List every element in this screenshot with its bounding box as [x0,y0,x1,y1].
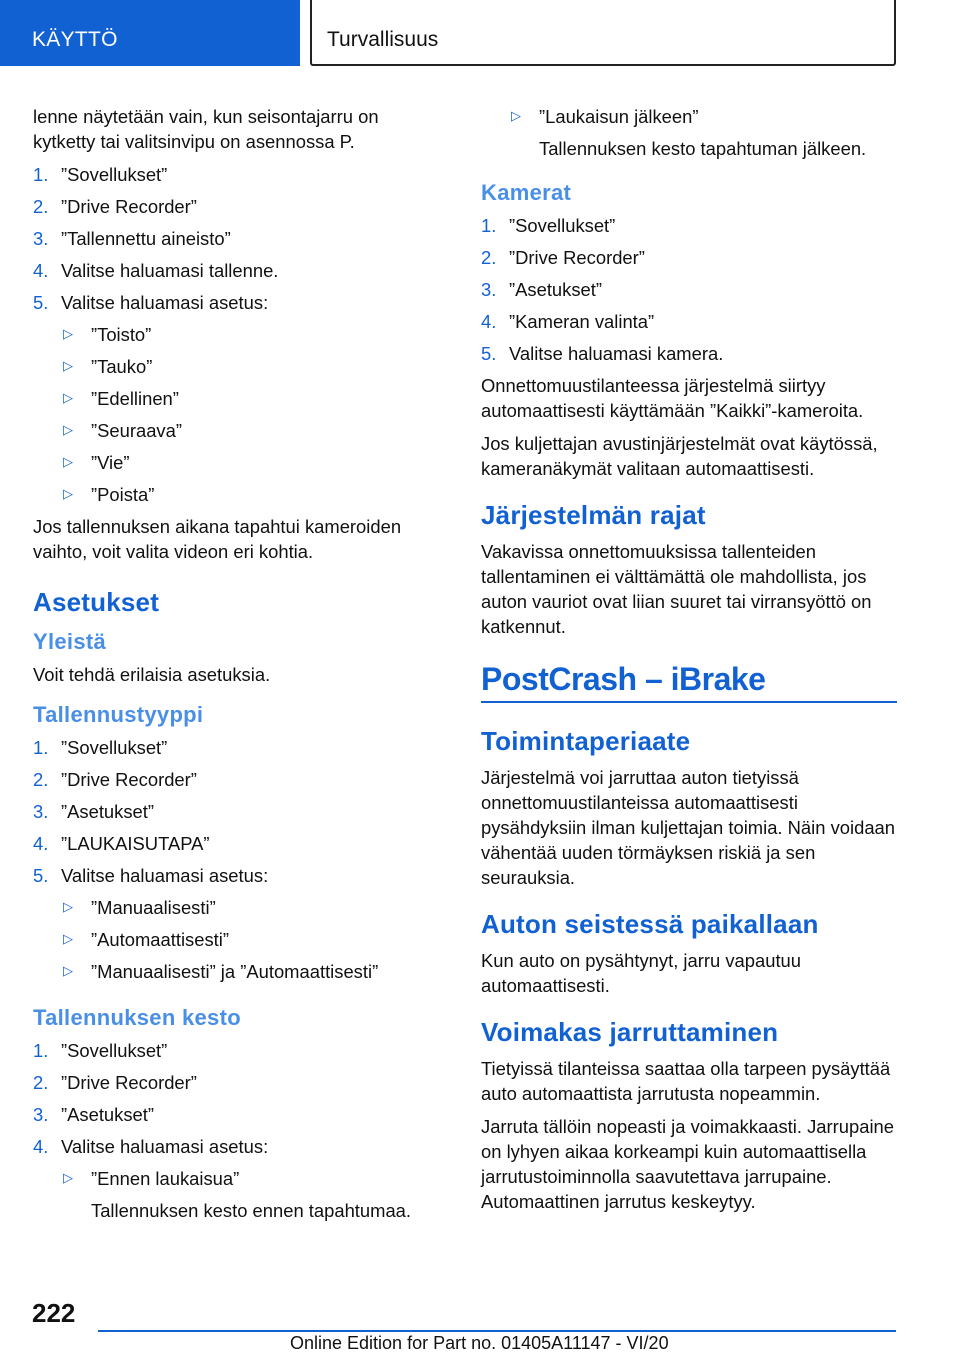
list-item: 5. Valitse haluamasi asetus: [33,865,269,886]
list-item: ▷ ”Poista” [63,484,155,505]
right-column [481,104,897,1222]
list-item: 3. ”Asetukset” [33,801,155,822]
list-item: 1. ”Sovellukset” [33,164,168,185]
cameras-text-2: Jos kuljettajan avustinjärjestelmät ovat käytössä, kameranäkymät valitaan automaattisesti. [481,433,878,479]
list-item: ▷ ”Manuaalisesti” ja ”Automaattisesti” [63,961,379,982]
footer-divider [98,1330,896,1332]
page-header [0,0,960,66]
list-item: 2. ”Drive Recorder” [33,196,197,217]
list-item: 3. ”Asetukset” [481,279,603,300]
intro-paragraph: lenne näytetään vain, kun seisontajarru on kytketty tai valitsinvipu on asennossa P. [33,106,379,152]
general-heading: Yleistä [33,629,107,654]
page-number: 222 [32,1298,76,1328]
section-label: Turvallisuus [327,28,439,51]
list-item: ▷ ”Edellinen” [63,388,179,409]
triangle-bullet-icon: ▷ [63,899,73,914]
list-item: ▷ ”Ennen laukaisua” Tallennuksen kesto ennen tapahtumaa. [33,1166,443,1223]
list-item: 5. Valitse haluamasi kamera. [481,343,724,364]
playback-steps [33,162,443,315]
list-item: 4. Valitse haluamasi asetus: [33,1136,269,1157]
option-description: Tallennuksen kesto tapahtuman jälkeen. [539,138,867,159]
triangle-bullet-icon: ▷ [63,454,73,469]
operating-principle-heading: Toimintaperiaate [481,726,691,756]
list-item: 1. ”Sovellukset” [481,215,616,236]
camera-switch-note: Jos tallennuksen aikana tapahtui kameroiden vaihto, voit valita videon eri kohtia. [33,516,402,562]
triangle-bullet-icon: ▷ [63,1170,73,1185]
system-limits-heading: Järjestelmän rajat [481,500,706,530]
list-item: 5. Valitse haluamasi asetus: [33,292,269,313]
triangle-bullet-icon: ▷ [63,931,73,946]
chapter-title: PostCrash – iBrake [481,659,897,703]
triangle-bullet-icon: ▷ [63,422,73,437]
recording-type-options [33,895,443,984]
standstill-heading: Auton seistessä paikallaan [481,909,819,939]
section-tab [310,0,896,66]
general-text: Voit tehdä erilaisia asetuksia. [33,664,271,685]
standstill-text: Kun auto on pysähtynyt, jarru vapautuu automaattisesti. [481,950,802,996]
list-item: 3. ”Asetukset” [33,1104,155,1125]
recording-duration-options-continued [481,104,897,161]
list-item: 1. ”Sovellukset” [33,737,168,758]
heavy-braking-text-1: Tietyissä tilanteissa saattaa olla tarpeen pysäyttää auto automaattista jarrutusta nopeammin. [481,1058,891,1104]
list-item: 2. ”Drive Recorder” [481,247,645,268]
triangle-bullet-icon: ▷ [63,390,73,405]
left-column [33,104,443,1230]
list-item: ▷ ”Laukaisun jälkeen” Tallennuksen kesto tapahtuman jälkeen. [481,104,897,161]
cameras-steps [481,213,897,366]
list-item: 2. ”Drive Recorder” [33,769,197,790]
playback-options [33,322,443,507]
operating-principle-text: Järjestelmä voi jarruttaa auton tietyissä onnettomuustilanteissa automaattisesti pysähdyksiin ilman kuljettajan toimia. Näin voidaan vähentää uuden törmäyksen riskiä ja sen seurauksia. [481,767,896,888]
list-item: ▷ ”Tauko” [63,356,153,377]
triangle-bullet-icon: ▷ [511,108,521,123]
recording-type-heading: Tallennustyyppi [33,702,204,727]
triangle-bullet-icon: ▷ [63,963,73,978]
cameras-heading: Kamerat [481,180,572,205]
heavy-braking-text-2: Jarruta tällöin nopeasti ja voimakkaasti. Jarrupaine on lyhyen aikaa korkeampi kuin automaattisella jarrutustoiminnolla saavutettava jarrupaine. Automaattinen jarrutus keskeytyy. [481,1116,894,1212]
cameras-text-1: Onnettomuustilanteessa järjestelmä siirtyy automaattisesti käyttämään ”Kaikki”-kameroita. [481,375,864,421]
list-item: ▷ ”Manuaalisesti” [63,897,216,918]
triangle-bullet-icon: ▷ [63,486,73,501]
list-item: 4. ”LAUKAISUTAPA” [33,833,210,854]
heavy-braking-heading: Voimakas jarruttaminen [481,1017,779,1047]
list-item: 1. ”Sovellukset” [33,1040,168,1061]
system-limits-text: Vakavissa onnettomuuksissa tallenteiden tallentaminen ei välttämättä ole mahdollista, jos auton vauriot ovat liian suuret tai virransyöttö on katkennut. [481,541,872,637]
list-item: ▷ ”Vie” [63,452,130,473]
recording-type-steps [33,735,443,888]
recording-duration-steps [33,1038,443,1159]
list-item: ▷ ”Automaattisesti” [63,929,229,950]
recording-duration-options [33,1166,443,1223]
list-item: 2. ”Drive Recorder” [33,1072,197,1093]
triangle-bullet-icon: ▷ [63,326,73,341]
list-item: ▷ ”Toisto” [63,324,152,345]
list-item: 4. Valitse haluamasi tallenne. [33,260,279,281]
chapter-tab [0,0,300,66]
recording-duration-heading: Tallennuksen kesto [33,1005,241,1030]
list-item: 3. ”Tallennettu aineisto” [33,228,231,249]
list-item: 4. ”Kameran valinta” [481,311,655,332]
chapter-label: KÄYTTÖ [32,28,118,51]
triangle-bullet-icon: ▷ [63,358,73,373]
option-description: Tallennuksen kesto ennen tapahtumaa. [91,1200,412,1221]
settings-heading: Asetukset [33,587,160,617]
edition-note: Online Edition for Part no. 01405A11147 - VI/20 [290,1333,669,1353]
list-item: ▷ ”Seuraava” [63,420,182,441]
